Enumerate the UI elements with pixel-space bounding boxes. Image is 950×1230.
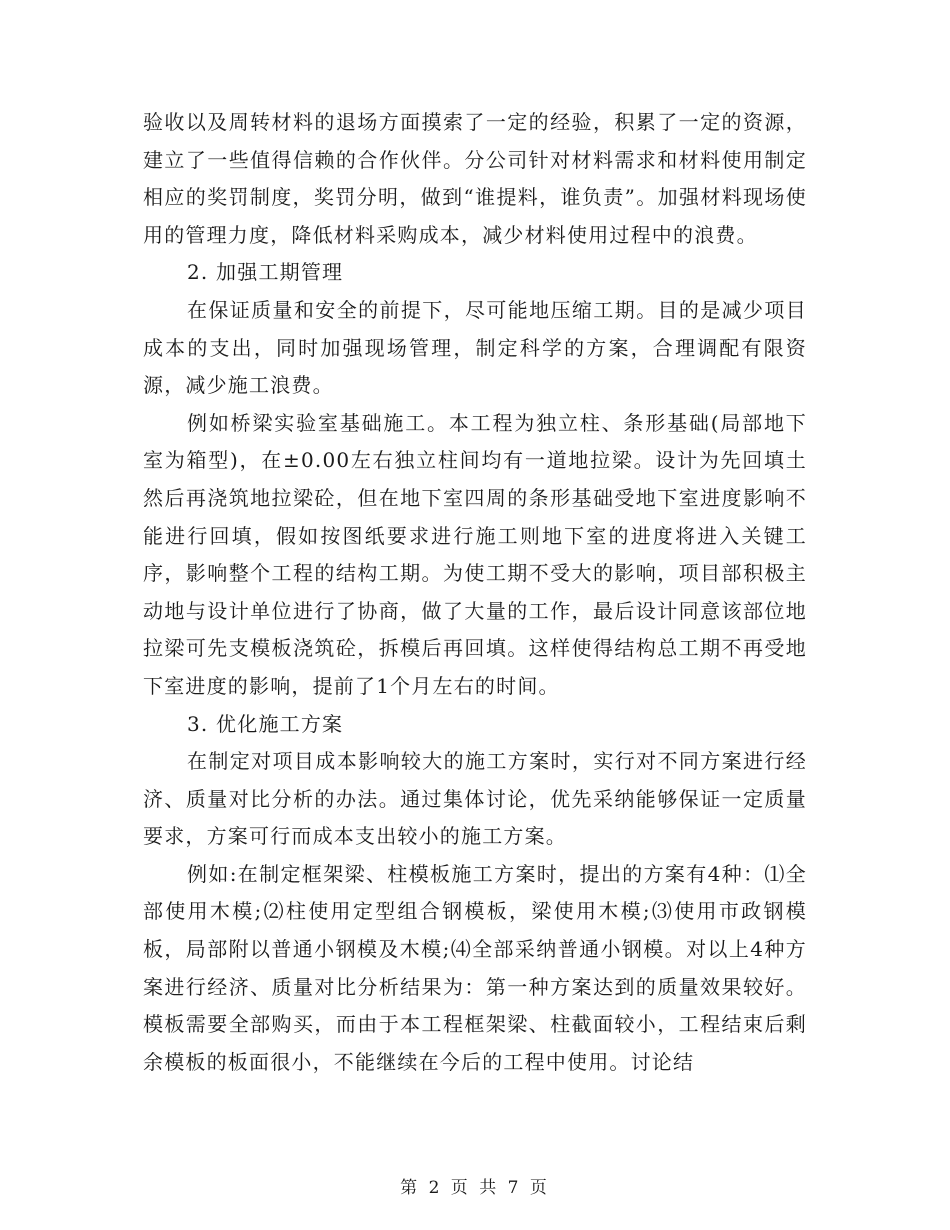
- document-body: [143, 104, 807, 1081]
- paragraph-schedule-intro: 在保证质量和安全的前提下，尽可能地压缩工期。目的是减少项目成本的支出，同时加强现场管理，制定科学的方案，合理调配有限资源，减少施工浪费。: [143, 297, 807, 398]
- section-heading-schedule: 2. 加强工期管理: [187, 260, 344, 285]
- paragraph-schedule-example: 例如桥梁实验室基础施工。本工程为独立柱、条形基础(局部地下室为箱型)，在±0.00左右独立柱间均有一道地拉梁。设计为先回填土然后再浇筑地拉梁砼，但在地下室四周的条形基础受地下室进度影响不能进行回填，假如按图纸要求进行施工则地下室的进度将进入关键工序，影响整个工程的结构工期。为使工期不受大的影响，项目部积极主动地与设计单位进行了协商，做了大量的工作，最后设计同意该部位地拉梁可先支模板浇筑砼，拆模后再回填。这样使得结构总工期不再受地下室进度的影响，提前了1个月左右的时间。: [143, 410, 807, 698]
- section-heading-plan: 3. 优化施工方案: [187, 711, 344, 736]
- page-footer: 第 2 页 共 7 页: [400, 1178, 550, 1198]
- paragraph-materials-continuation: 验收以及周转材料的退场方面摸索了一定的经验，积累了一定的资源，建立了一些值得信赖的合作伙伴。分公司针对材料需求和材料使用制定相应的奖罚制度，奖罚分明，做到“谁提料，谁负责”。加强材料现场使用的管理力度，降低材料采购成本，减少材料使用过程中的浪费。: [143, 110, 807, 247]
- paragraph-plan-intro: 在制定对项目成本影响较大的施工方案时，实行对不同方案进行经济、质量对比分析的办法。通过集体讨论，优先采纳能够保证一定质量要求，方案可行而成本支出较小的施工方案。: [143, 749, 807, 849]
- paragraph-plan-example: 例如:在制定框架梁、柱模板施工方案时，提出的方案有4种：⑴全部使用木模;⑵柱使用定型组合钢模板，梁使用木模;⑶使用市政钢模板，局部附以普通小钢模及木模;⑷全部采纳普通小钢模。对以上4种方案进行经济、质量对比分析结果为：第一种方案达到的质量效果较好。模板需要全部购买，而由于本工程框架梁、柱截面较小，工程结束后剩余模板的板面很小，不能继续在今后的工程中使用。讨论结: [143, 861, 807, 1074]
